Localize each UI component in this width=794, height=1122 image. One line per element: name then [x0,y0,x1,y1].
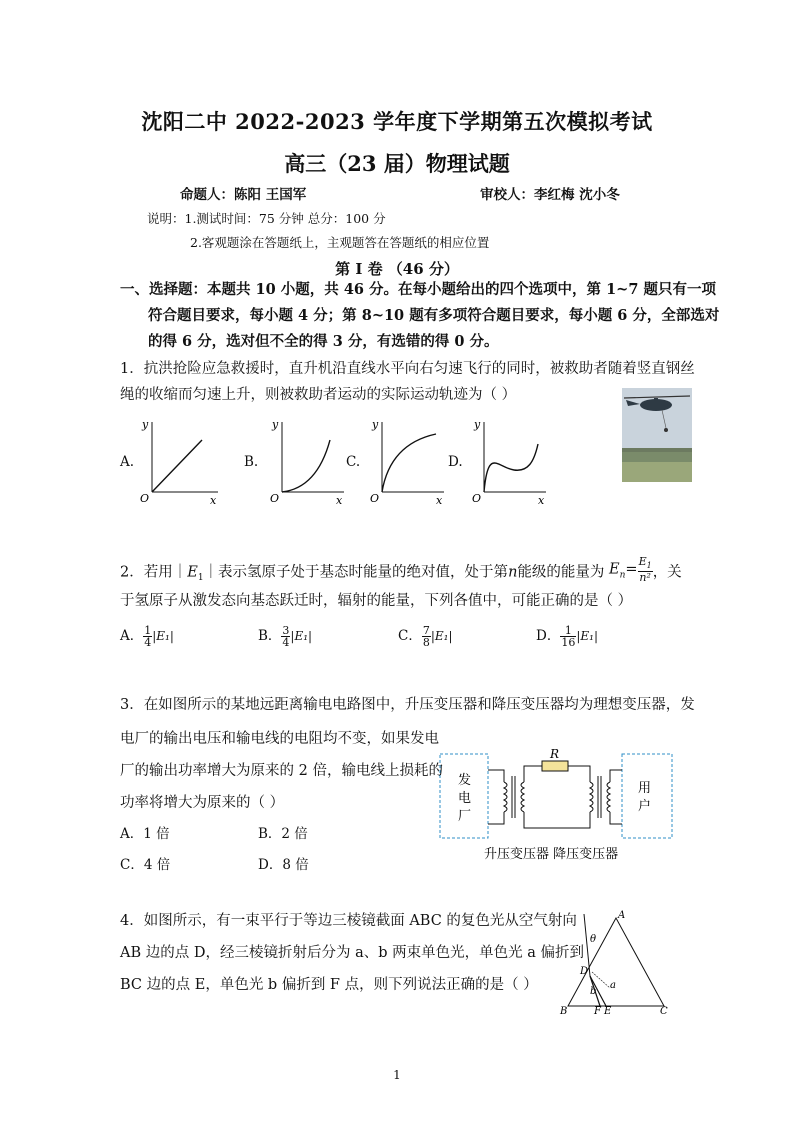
q2-formula: $E_n=$ $\frac{E_1}{\text{n²}}$ [609,555,652,585]
q1-a-x: x [210,494,217,506]
q1-curve-b [282,440,330,492]
q1-option-a-label: A. [120,454,135,470]
q1-d-x: x [538,494,545,506]
q1-option-c-label: C. [346,454,361,470]
q1-b-o: O [270,492,280,505]
user-box [622,754,672,838]
q3-option-a: A．1 倍 [120,826,170,842]
section-intro-line2: 符合题目要求，每小题 4 分；第 8~10 题有多项符合题目要求，每小题 6 分，全部选对 [148,307,720,324]
prism-diagram [554,910,678,1018]
q2-line1: 2．若用$|E_1|$表示氢原子处于基态时能量的绝对值，处于第n能级的能量为 $E_n=$ $\frac{E_1}{\text{n²}}$ ，关 [120,556,682,591]
q1-option-b-label: B. [244,454,259,470]
svg-text:D: D [580,966,589,977]
prism-triangle [568,918,664,1006]
q1-graph-b [262,416,346,506]
transmission-circuit-diagram [438,748,678,864]
q4-line1: 4．如图所示，有一束平行于等边三棱镜截面 ABC 的复色光从空气射向 [120,913,577,929]
q3-line4: 功率将增大为原来的（ ） [120,795,285,811]
page-number: 1 [393,1068,401,1082]
q1-b-y: y [272,418,279,431]
svg-text:F: F [594,1006,601,1017]
q1-option-d-label: D. [448,454,463,470]
q1-d-o: O [472,492,482,505]
q1-graph-c [364,416,448,506]
q2-option-b: B． $\frac{3}{4}$ |E₁| [258,624,313,649]
q3-option-d: D．8 倍 [258,857,309,873]
reviewers: 审校人：李红梅 沈小冬 [480,187,620,203]
q1-graph-d [466,416,550,506]
power-plant-label-2: 电 [458,791,472,806]
helicopter-photo [622,388,692,482]
q1-curve-c [382,434,436,492]
instruction-1: 说明：1.测试时间：75 分钟 总分：100 分 [147,211,386,226]
q3-option-b: B．2 倍 [258,826,308,842]
q3-option-c: C．4 倍 [120,857,171,873]
q1-curve-a [152,440,202,492]
q1-options [118,416,558,508]
svg-text:A: A [618,910,626,921]
q1-graph-a [138,416,222,506]
q1-c-y: y [372,418,379,431]
user-label-1: 用 [638,781,652,796]
section-heading: 第 I 卷 （46 分） [335,260,459,278]
power-plant-label-1: 发 [458,773,472,788]
q2-line2: 于氢原子从激发态向基态跃迁时，辐射的能量，下列各值中，可能正确的是（ ） [120,593,633,609]
transformer-caption: 升压变压器 降压变压器 [484,847,619,862]
q2-option-d: D． $\frac{1}{16}$ |E₁| [536,624,598,649]
svg-text:b: b [590,986,597,997]
resistor [542,761,568,771]
q4-line3: BC 边的点 E，单色光 b 偏折到 F 点，则下列说法正确的是（ ） [120,977,538,993]
q3-line2: 电厂的输出电压和输电线的电阻均不变，如果发电 [120,731,439,747]
q2-option-a: A． $\frac{1}{4}$ |E₁| [120,624,174,649]
section-intro-line1: 一、选择题：本题共 10 小题，共 46 分。在每小题给出的四个选项中，第 1~7 题只有一项 [120,281,716,298]
q2-option-c: C． $\frac{7}{8}$ |E₁| [398,624,453,649]
svg-text:C: C [660,1006,668,1017]
resistor-label: R [550,748,560,761]
svg-text:θ: θ [590,934,597,945]
q1-a-o: O [140,492,150,505]
setters: 命题人：陈阳 王国军 [180,187,307,203]
q4-line2: AB 边的点 D，经三棱镜折射后分为 a、b 两束单色光，单色光 a 偏折到 [120,945,584,961]
q1-d-y: y [474,418,481,431]
exam-title: 沈阳二中 2022-2023 学年度下学期第五次模拟考试 [141,109,653,134]
exam-subtitle: 高三（23 届）物理试题 [284,151,510,176]
q1-b-x: x [336,494,343,506]
q3-line1: 3．在如图所示的某地远距离输电电路图中，升压变压器和降压变压器均为理想变压器，发 [120,697,695,713]
q1-line1: 1．抗洪抢险应急救援时，直升机沿直线水平向右匀速飞行的同时，被救助者随着竖直钢丝 [120,361,695,377]
q3-line3: 厂的输出功率增大为原来的 2 倍，输电线上损耗的 [120,763,443,779]
user-label-2: 户 [638,799,652,814]
svg-text:E: E [604,1006,612,1017]
instruction-2: 2.客观题涂在答题纸上，主观题答在答题纸的相应位置 [190,235,490,250]
q1-line2: 绳的收缩而匀速上升，则被救助者运动的实际运动轨迹为（ ） [120,387,517,403]
q1-a-y: y [142,418,149,431]
svg-text:B: B [560,1006,568,1017]
power-plant-label-3: 厂 [458,809,472,824]
section-intro-line3: 的得 6 分，选对但不全的得 3 分，有选错的得 0 分。 [148,333,499,350]
q1-c-x: x [436,494,443,506]
q1-curve-d [484,444,538,492]
q1-c-o: O [370,492,380,505]
svg-text:a: a [610,980,616,991]
